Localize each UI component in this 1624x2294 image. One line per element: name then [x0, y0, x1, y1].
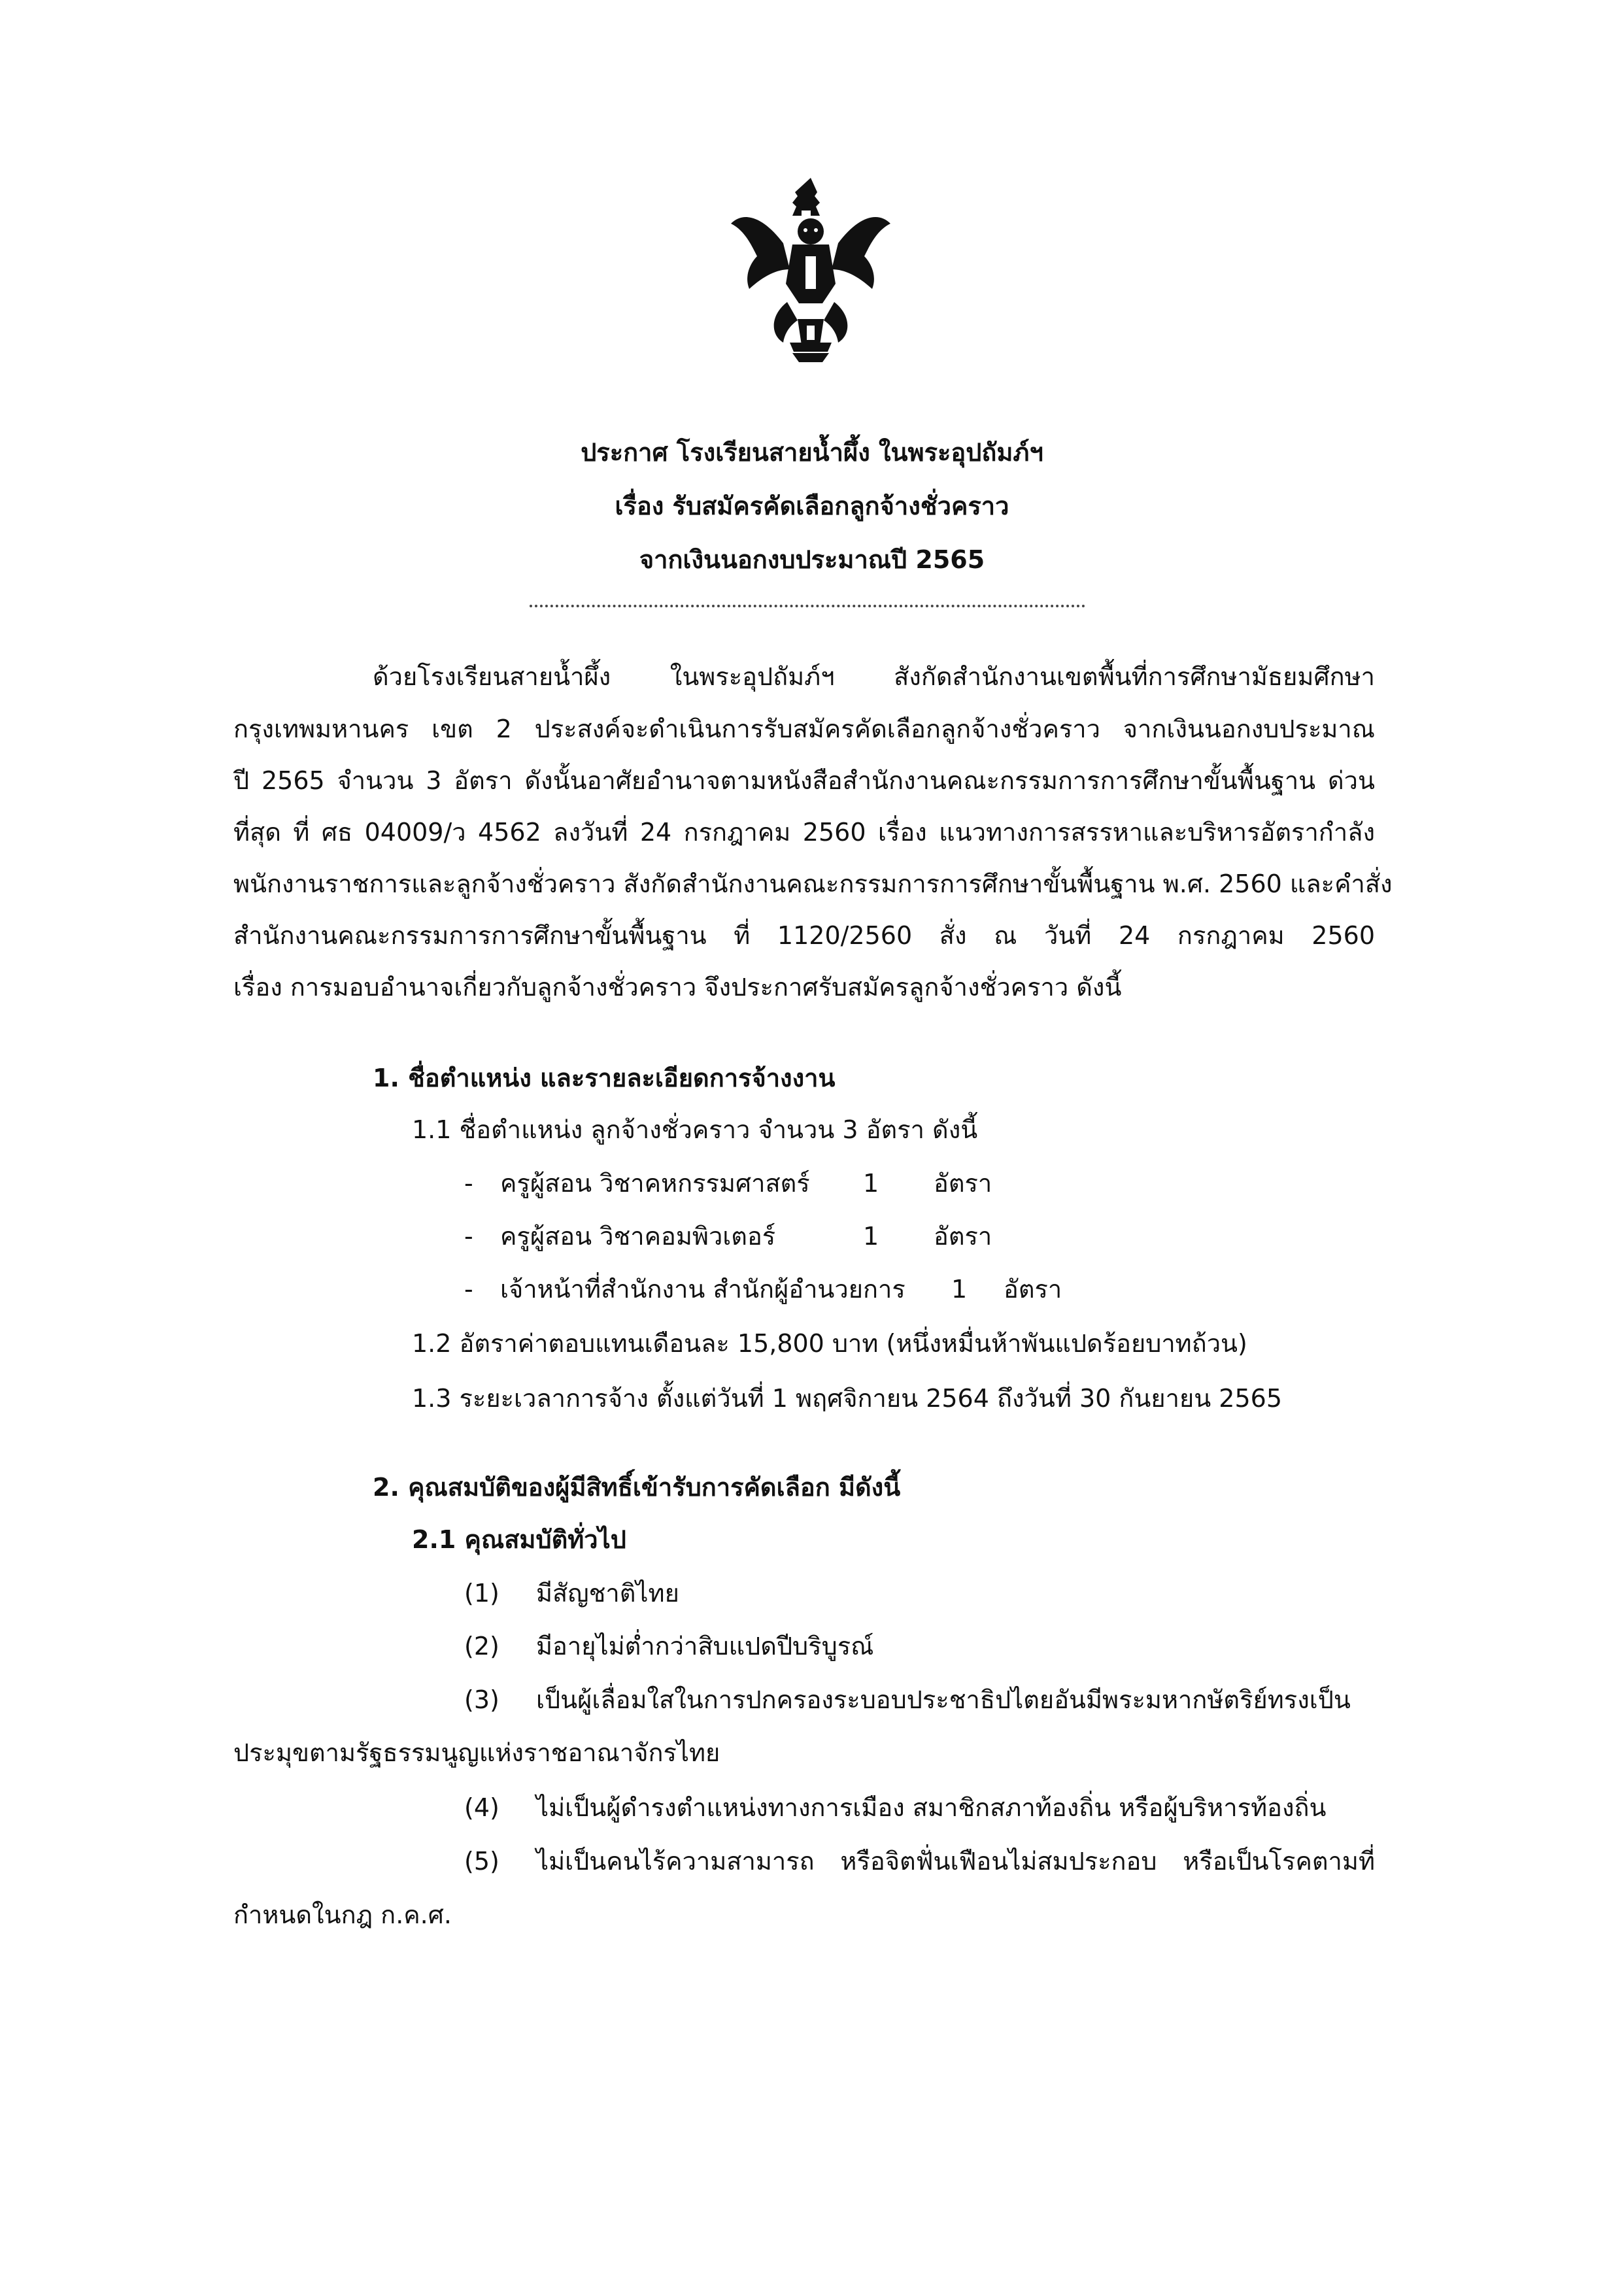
garuda-emblem-icon [724, 171, 897, 365]
position-count: 1 [951, 1275, 968, 1304]
position-dash: - [464, 1275, 473, 1304]
qualification-text: ไม่เป็นผู้ดำรงตำแหน่งทางการเมือง สมาชิกสภาท้องถิ่น หรือผู้บริหารท้องถิ่น [536, 1793, 1327, 1822]
section-1-heading: 1. ชื่อตำแหน่ง และรายละเอียดการจ้างงาน [373, 1064, 836, 1092]
qualification-number: (3) [464, 1685, 499, 1714]
position-unit: อัตรา [934, 1222, 992, 1251]
qualification-number: (5) [464, 1847, 499, 1876]
intro-line-5: พนักงานราชการและลูกจ้างชั่วคราว สังกัดสำนักงานคณะกรรมการการศึกษาขั้นพื้นฐาน พ.ศ. 2560 และคำสั่ง [233, 869, 1393, 898]
position-dash: - [464, 1222, 473, 1251]
dotted-divider [530, 605, 1085, 611]
position-unit: อัตรา [1004, 1275, 1062, 1304]
section-1-2: 1.2 อัตราค่าตอบแทนเดือนละ 15,800 บาท (หนึ่งหมื่นห้าพันแปดร้อยบาทถ้วน) [412, 1329, 1247, 1358]
qualification-number: (4) [464, 1793, 499, 1822]
position-count: 1 [863, 1222, 879, 1251]
qualification-continuation: ประมุขตามรัฐธรรมนูญแห่งราชอาณาจักรไทย [233, 1738, 720, 1767]
section-1-1: 1.1 ชื่อตำแหน่ง ลูกจ้างชั่วคราว จำนวน 3 อัตรา ดังนี้ [412, 1115, 978, 1144]
position-name: เจ้าหน้าที่สำนักงาน สำนักผู้อำนวยการ [500, 1275, 905, 1304]
position-unit: อัตรา [934, 1169, 992, 1198]
section-2-1: 2.1 คุณสมบัติทั่วไป [412, 1525, 626, 1554]
section-2-heading: 2. คุณสมบัติของผู้มีสิทธิ์เข้ารับการคัดเลือก มีดังนี้ [373, 1473, 901, 1502]
intro-line-4: ที่สุด ที่ ศธ 04009/ว 4562 ลงวันที่ 24 กรกฎาคม 2560 เรื่อง แนวทางการสรรหาและบริหารอัตรากำลัง [233, 818, 1375, 847]
qualification-text: ไม่เป็นคนไร้ความสามารถ หรือจิตฟั่นเฟือนไม่สมประกอบ หรือเป็นโรคตามที่ [536, 1847, 1375, 1876]
intro-line-2: กรุงเทพมหานคร เขต 2 ประสงค์จะดำเนินการรับสมัครคัดเลือกลูกจ้างชั่วคราว จากเงินนอกงบประมาณ [233, 715, 1375, 743]
intro-line-1: ด้วยโรงเรียนสายน้ำผึ้ง ในพระอุปถัมภ์ฯ สังกัดสำนักงานเขตพื้นที่การศึกษามัธยมศึกษา [373, 662, 1375, 691]
announcement-subject: เรื่อง รับสมัครคัดเลือกลูกจ้างชั่วคราว [615, 492, 1009, 520]
qualification-continuation: กำหนดในกฎ ก.ค.ศ. [233, 1900, 452, 1929]
qualification-text: เป็นผู้เลื่อมใสในการปกครองระบอบประชาธิปไตยอันมีพระมหากษัตริย์ทรงเป็น [536, 1685, 1351, 1714]
qualification-number: (2) [464, 1632, 499, 1661]
qualification-number: (1) [464, 1579, 499, 1608]
position-name: ครูผู้สอน วิชาคอมพิวเตอร์ [500, 1222, 776, 1251]
intro-line-7: เรื่อง การมอบอำนาจเกี่ยวกับลูกจ้างชั่วคราว จึงประกาศรับสมัครลูกจ้างชั่วคราว ดังนี้ [233, 973, 1122, 1002]
qualification-text: มีอายุไม่ต่ำกว่าสิบแปดปีบริบูรณ์ [536, 1632, 874, 1661]
qualification-text: มีสัญชาติไทย [536, 1579, 679, 1608]
position-dash: - [464, 1169, 473, 1198]
section-1-3: 1.3 ระยะเวลาการจ้าง ตั้งแต่วันที่ 1 พฤศจิกายน 2564 ถึงวันที่ 30 กันยายน 2565 [412, 1384, 1283, 1413]
position-count: 1 [863, 1169, 879, 1198]
intro-line-6: สำนักงานคณะกรรมการการศึกษาขั้นพื้นฐาน ที่ 1120/2560 สั่ง ณ วันที่ 24 กรกฎาคม 2560 [233, 921, 1375, 950]
announcement-budget-year: จากเงินนอกงบประมาณปี 2565 [639, 545, 985, 574]
announcement-title: ประกาศ โรงเรียนสายน้ำผึ้ง ในพระอุปถัมภ์ฯ [581, 438, 1043, 467]
position-name: ครูผู้สอน วิชาคหกรรมศาสตร์ [500, 1169, 810, 1198]
intro-line-3: ปี 2565 จำนวน 3 อัตรา ดังนั้นอาศัยอำนาจตามหนังสือสำนักงานคณะกรรมการการศึกษาขั้นพื้นฐาน ด่วน [233, 766, 1375, 795]
